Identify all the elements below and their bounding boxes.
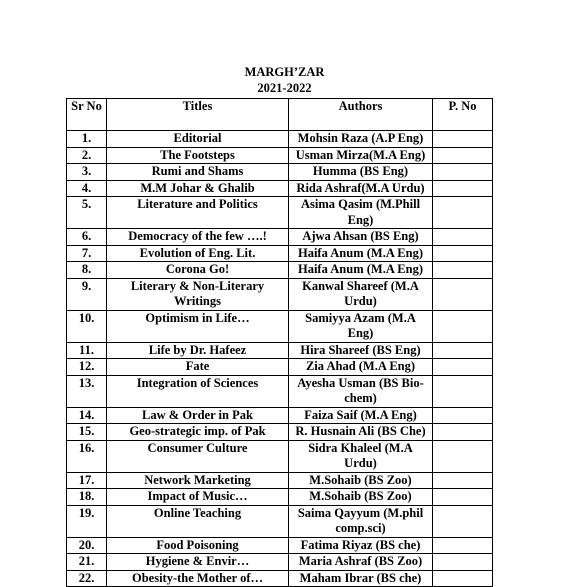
row-title: Obesity-the Mother of… xyxy=(107,570,289,587)
row-sr-no: 21. xyxy=(67,554,107,571)
document-title: MARGH’ZAR xyxy=(244,65,325,79)
row-title: Network Marketing xyxy=(107,472,289,489)
document-year: 2021-2022 xyxy=(257,81,312,95)
table-row xyxy=(67,537,493,554)
row-page-no xyxy=(433,310,493,342)
row-author: Sidra Khaleel (M.A Urdu) xyxy=(289,440,433,472)
table-row xyxy=(67,489,493,506)
row-title: Evolution of Eng. Lit. xyxy=(107,245,289,262)
row-author: Rida Ashraf(M.A Urdu) xyxy=(289,180,433,197)
row-sr-no: 15. xyxy=(67,424,107,441)
row-page-no xyxy=(433,262,493,279)
table-header-row xyxy=(67,99,493,131)
row-title: Law & Order in Pak xyxy=(107,407,289,424)
table-row xyxy=(67,262,493,279)
row-page-no xyxy=(433,505,493,537)
row-author: Haifa Anum (M.A Eng) xyxy=(289,262,433,279)
row-title: Rumi and Shams xyxy=(107,164,289,181)
table-row xyxy=(67,505,493,537)
row-title: Corona Go! xyxy=(107,262,289,279)
row-author: Hira Shareef (BS Eng) xyxy=(289,342,433,359)
row-title: Editorial xyxy=(107,131,289,148)
table-row xyxy=(67,245,493,262)
row-page-no xyxy=(433,440,493,472)
row-sr-no: 2. xyxy=(67,147,107,164)
row-author: Haifa Anum (M.A Eng) xyxy=(289,245,433,262)
table-row xyxy=(67,407,493,424)
row-title: Democracy of the few ….! xyxy=(107,229,289,246)
row-author: Kanwal Shareef (M.A Urdu) xyxy=(289,278,433,310)
row-author: Maham Ibrar (BS che) xyxy=(289,570,433,587)
row-title: Consumer Culture xyxy=(107,440,289,472)
row-sr-no: 4. xyxy=(67,180,107,197)
row-author: Fatima Riyaz (BS che) xyxy=(289,537,433,554)
row-page-no xyxy=(433,278,493,310)
table-row xyxy=(67,180,493,197)
row-title: Hygiene & Envir… xyxy=(107,554,289,571)
row-page-no xyxy=(433,180,493,197)
row-sr-no: 10. xyxy=(67,310,107,342)
row-sr-no: 7. xyxy=(67,245,107,262)
row-author: R. Husnain Ali (BS Che) xyxy=(289,424,433,441)
row-sr-no: 6. xyxy=(67,229,107,246)
row-page-no xyxy=(433,245,493,262)
row-sr-no: 22. xyxy=(67,570,107,587)
row-page-no xyxy=(433,342,493,359)
header-sr-no: Sr No xyxy=(67,99,107,131)
row-title: Optimism in Life… xyxy=(107,310,289,342)
table-row xyxy=(67,554,493,571)
table-row xyxy=(67,440,493,472)
row-page-no xyxy=(433,131,493,148)
table-row xyxy=(67,278,493,310)
row-page-no xyxy=(433,489,493,506)
row-page-no xyxy=(433,375,493,407)
table-row xyxy=(67,310,493,342)
row-title: Impact of Music… xyxy=(107,489,289,506)
row-author: Ayesha Usman (BS Bio-chem) xyxy=(289,375,433,407)
row-page-no xyxy=(433,164,493,181)
table-row xyxy=(67,131,493,148)
row-sr-no: 8. xyxy=(67,262,107,279)
row-title: Life by Dr. Hafeez xyxy=(107,342,289,359)
row-author: Saima Qayyum (M.phil comp.sci) xyxy=(289,505,433,537)
header-titles: Titles xyxy=(107,99,289,131)
row-author: Maria Ashraf (BS Zoo) xyxy=(289,554,433,571)
row-page-no xyxy=(433,147,493,164)
row-sr-no: 1. xyxy=(67,131,107,148)
row-title: Food Poisoning xyxy=(107,537,289,554)
table-row xyxy=(67,472,493,489)
row-page-no xyxy=(433,424,493,441)
row-sr-no: 9. xyxy=(67,278,107,310)
table-row xyxy=(67,164,493,181)
row-sr-no: 12. xyxy=(67,359,107,376)
table-body xyxy=(67,131,493,587)
row-sr-no: 3. xyxy=(67,164,107,181)
table-row xyxy=(67,359,493,376)
row-title: The Footsteps xyxy=(107,147,289,164)
table-row xyxy=(67,375,493,407)
row-author: M.Sohaib (BS Zoo) xyxy=(289,472,433,489)
row-author: Faiza Saif (M.A Eng) xyxy=(289,407,433,424)
table-row xyxy=(67,147,493,164)
row-page-no xyxy=(433,359,493,376)
row-page-no xyxy=(433,229,493,246)
row-author: Ajwa Ahsan (BS Eng) xyxy=(289,229,433,246)
header-page-no: P. No xyxy=(433,99,493,131)
header-authors: Authors xyxy=(289,99,433,131)
row-page-no xyxy=(433,570,493,587)
row-author: Asima Qasim (M.Phill Eng) xyxy=(289,197,433,229)
row-author: Usman Mirza(M.A Eng) xyxy=(289,147,433,164)
row-sr-no: 5. xyxy=(67,197,107,229)
row-title: Integration of Sciences xyxy=(107,375,289,407)
table-row xyxy=(67,570,493,587)
table-row xyxy=(67,342,493,359)
row-page-no xyxy=(433,554,493,571)
row-sr-no: 13. xyxy=(67,375,107,407)
table-row xyxy=(67,197,493,229)
table-row xyxy=(67,424,493,441)
row-sr-no: 16. xyxy=(67,440,107,472)
contents-table xyxy=(66,98,493,587)
row-page-no xyxy=(433,407,493,424)
row-page-no xyxy=(433,197,493,229)
row-author: M.Sohaib (BS Zoo) xyxy=(289,489,433,506)
row-sr-no: 17. xyxy=(67,472,107,489)
row-author: Samiyya Azam (M.A Eng) xyxy=(289,310,433,342)
row-title: Literature and Politics xyxy=(107,197,289,229)
row-title: Geo-strategic imp. of Pak xyxy=(107,424,289,441)
table-row xyxy=(67,229,493,246)
row-sr-no: 18. xyxy=(67,489,107,506)
row-title: Online Teaching xyxy=(107,505,289,537)
row-author: Mohsin Raza (A.P Eng) xyxy=(289,131,433,148)
row-title: M.M Johar & Ghalib xyxy=(107,180,289,197)
row-sr-no: 14. xyxy=(67,407,107,424)
row-author: Humma (BS Eng) xyxy=(289,164,433,181)
row-title: Fate xyxy=(107,359,289,376)
row-page-no xyxy=(433,472,493,489)
row-sr-no: 19. xyxy=(67,505,107,537)
row-page-no xyxy=(433,537,493,554)
row-sr-no: 11. xyxy=(67,342,107,359)
row-sr-no: 20. xyxy=(67,537,107,554)
row-author: Zia Ahad (M.A Eng) xyxy=(289,359,433,376)
row-title: Literary & Non-Literary Writings xyxy=(107,278,289,310)
